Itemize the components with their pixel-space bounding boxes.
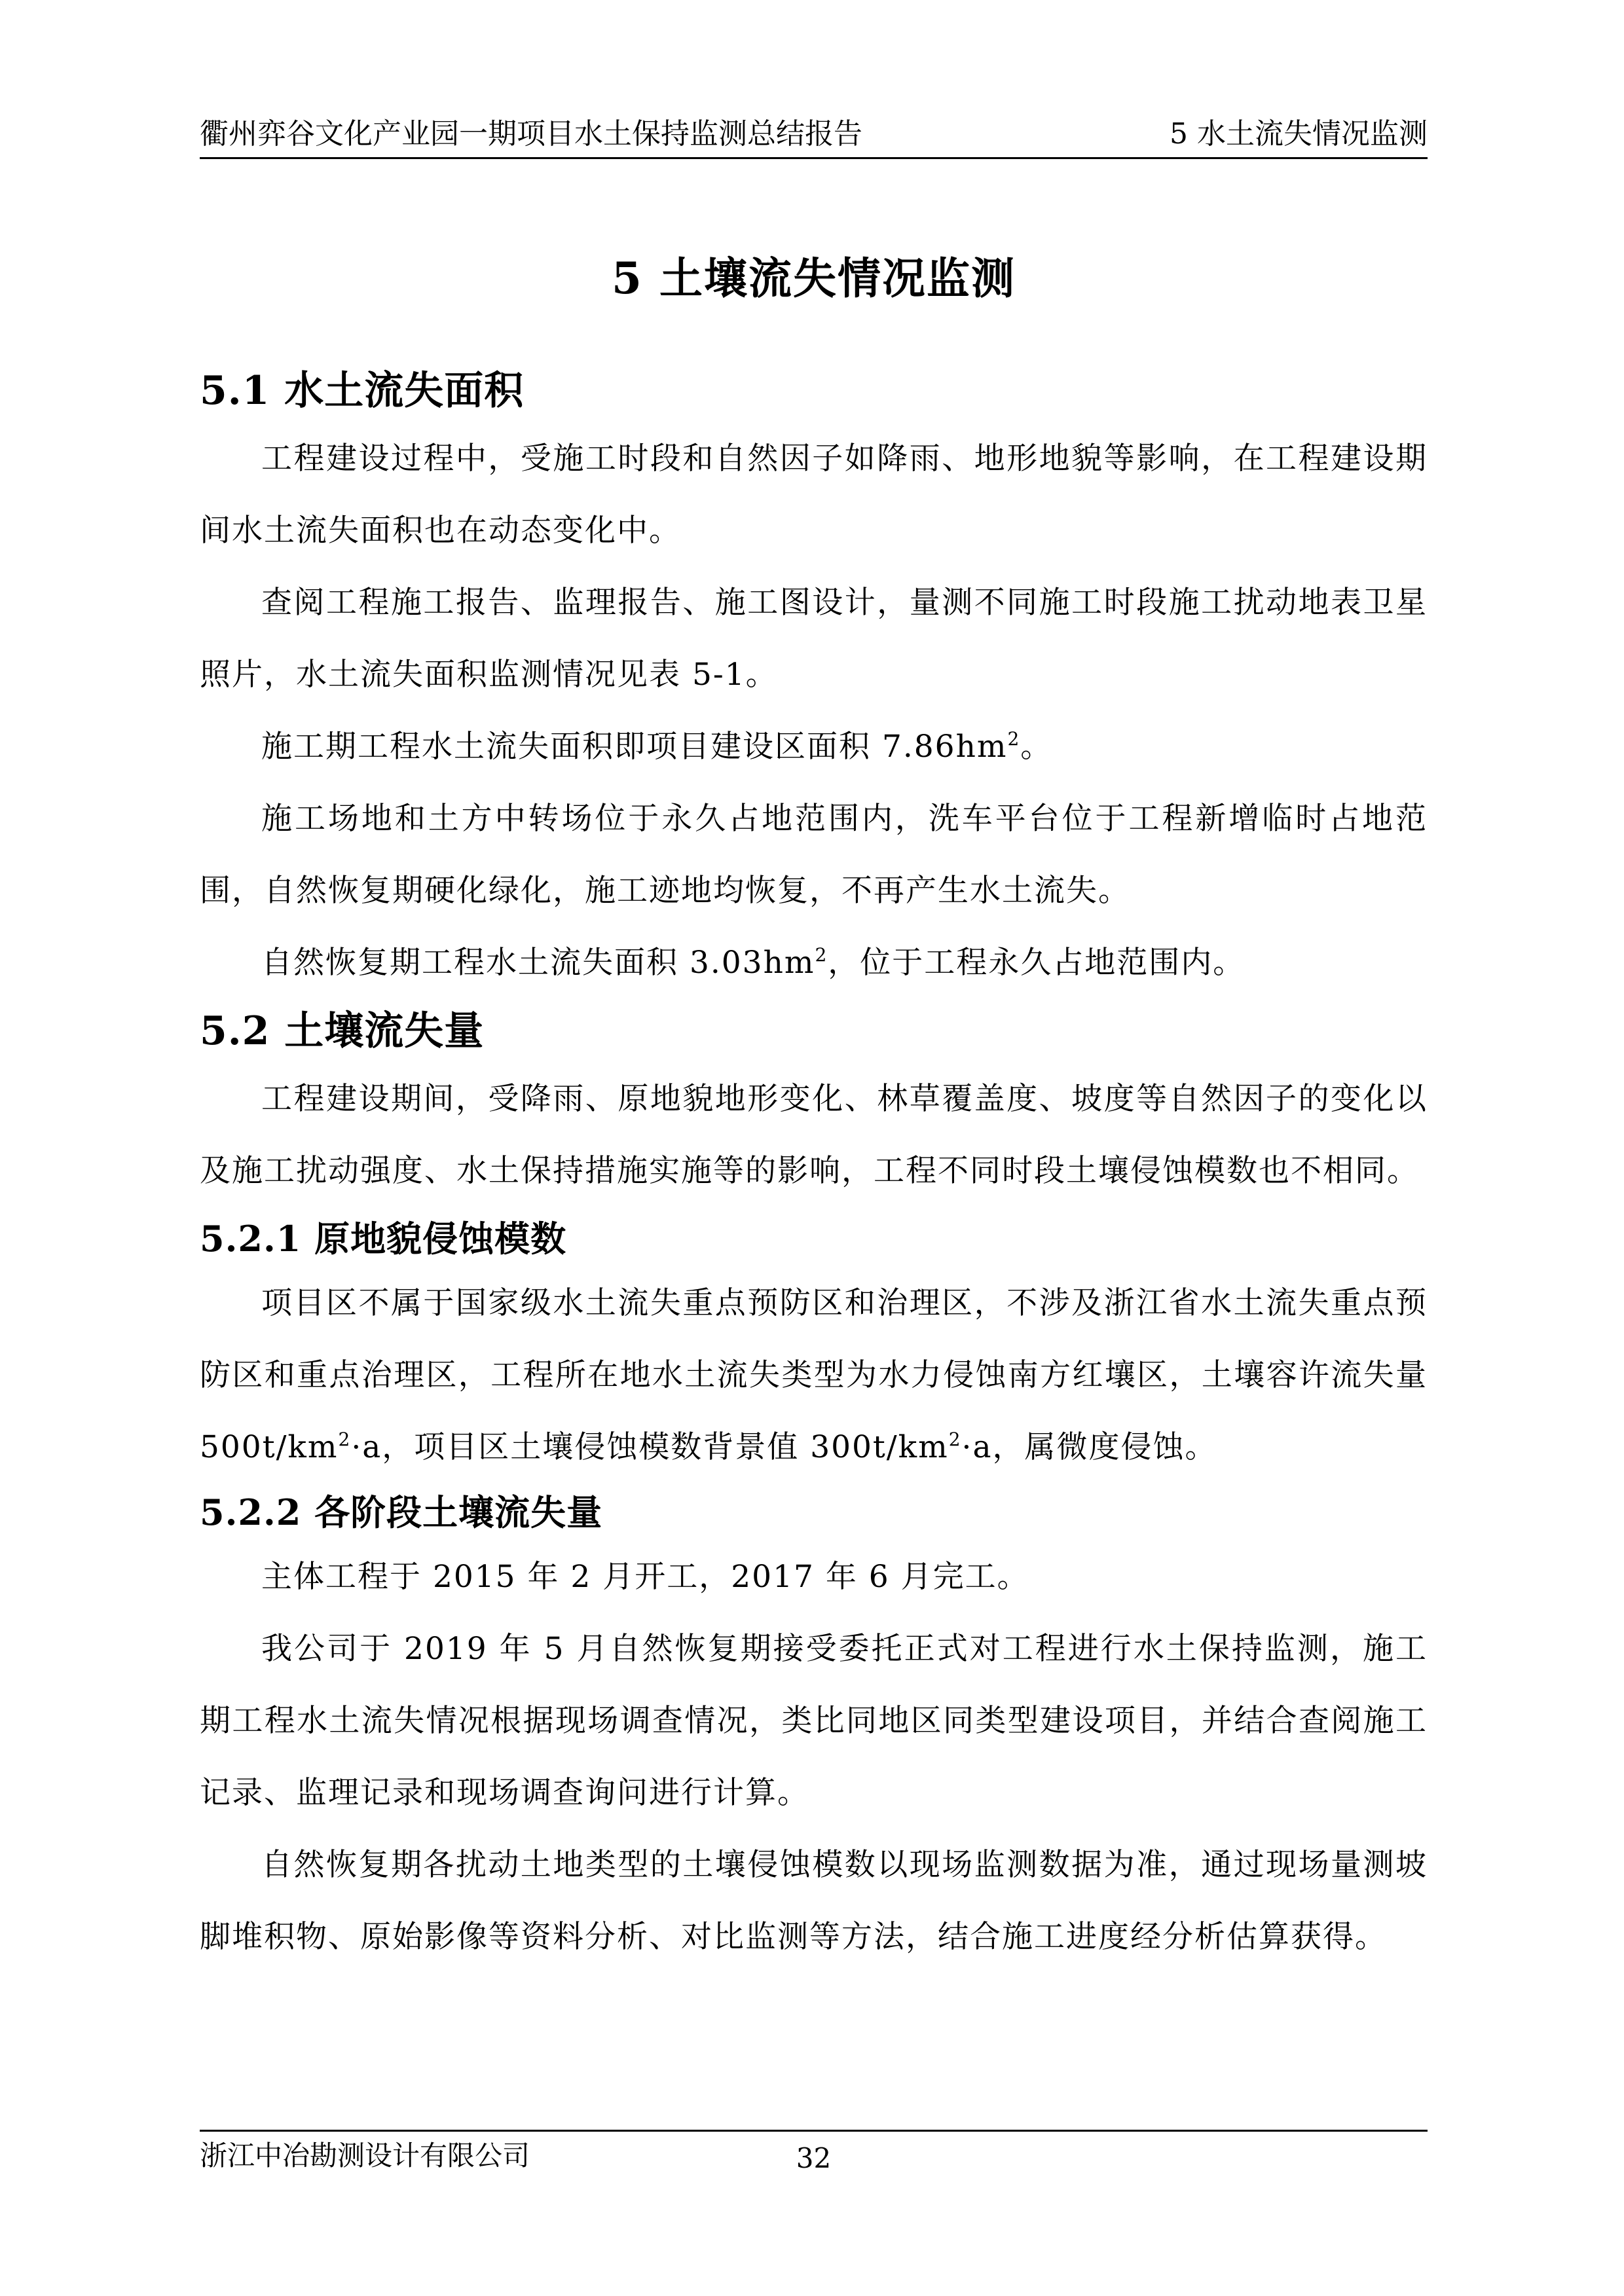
header-rule bbox=[200, 157, 1428, 159]
header-report-title: 衢州弈谷文化产业园一期项目水土保持监测总结报告 bbox=[200, 117, 862, 151]
superscript: 2 bbox=[338, 1429, 352, 1450]
footer-company: 浙江中冶勘测设计有限公司 bbox=[200, 2140, 530, 2172]
chapter-title: 5 土壤流失情况监测 bbox=[612, 253, 1016, 304]
superscript: 2 bbox=[815, 944, 828, 966]
page-number: 32 bbox=[796, 2142, 832, 2174]
section-5-1-paragraph-2: 查阅工程施工报告、监理报告、施工图设计，量测不同施工时段施工扰动地表卫星照片，水土流失面积监测情况见表 5-1。 bbox=[200, 585, 1428, 693]
header-chapter-title: 5 水土流失情况监测 bbox=[1170, 117, 1428, 151]
page-header bbox=[200, 115, 1428, 160]
section-5-1-title: 5.1 水土流失面积 bbox=[200, 368, 525, 414]
text-run: ，位于工程永久占地范围内。 bbox=[828, 945, 1246, 981]
section-5-2-1-title: 5.2.1 原地貌侵蚀模数 bbox=[200, 1218, 567, 1260]
section-5-2-title: 5.2 土壤流失量 bbox=[200, 1008, 485, 1054]
superscript: 2 bbox=[1007, 728, 1021, 750]
section-5-1-paragraph-4: 施工场地和土方中转场位于永久占地范围内，洗车平台位于工程新增临时占地范围，自然恢复期硬化绿化，施工迹地均恢复，不再产生水土流失。 bbox=[200, 801, 1428, 909]
text-run: 自然恢复期工程水土流失面积 3.03hm bbox=[261, 945, 815, 981]
text-run: 施工期工程水土流失面积即项目建设区面积 7.86hm bbox=[261, 729, 1008, 765]
section-5-1-paragraph-1: 工程建设过程中，受施工时段和自然因子如降雨、地形地貌等影响，在工程建设期间水土流失面积也在动态变化中。 bbox=[200, 441, 1428, 549]
section-5-1-paragraph-3 bbox=[200, 711, 1428, 783]
page-footer bbox=[200, 2133, 1428, 2185]
text-run: 项目区不属于国家级水土流失重点预防区和治理区，不涉及浙江省水土流失重点预防区和重点治理区，工程所在地水土流失类型为水力侵蚀南方红壤区，土壤容许流失量 500t/km bbox=[200, 1285, 1428, 1465]
section-5-2-2-title: 5.2.2 各阶段土壤流失量 bbox=[200, 1491, 603, 1533]
section-5-2-2-paragraph-1: 主体工程于 2015 年 2 月开工，2017 年 6 月完工。 bbox=[261, 1559, 1029, 1595]
footer-rule bbox=[200, 2130, 1428, 2132]
section-5-2-1-paragraph-1 bbox=[200, 1267, 1428, 1484]
section-5-2-paragraph-1: 工程建设期间，受降雨、原地貌地形变化、林草覆盖度、坡度等自然因子的变化以及施工扰动强度、水土保持措施实施等的影响，工程不同时段土壤侵蚀模数也不相同。 bbox=[200, 1081, 1428, 1189]
section-5-2-2-paragraph-3: 自然恢复期各扰动土地类型的土壤侵蚀模数以现场监测数据为准，通过现场量测坡脚堆积物、原始影像等资料分析、对比监测等方法，结合施工进度经分析估算获得。 bbox=[200, 1847, 1428, 1955]
text-run: 。 bbox=[1020, 729, 1053, 765]
text-run: ·a，项目区土壤侵蚀模数背景值 300t/km bbox=[351, 1429, 949, 1465]
section-5-2-2-paragraph-2: 我公司于 2019 年 5 月自然恢复期接受委托正式对工程进行水土保持监测，施工期工程水土流失情况根据现场调查情况，类比同地区同类型建设项目，并结合查阅施工记录、监理记录和现场调查询问进行计算。 bbox=[200, 1631, 1428, 1811]
superscript: 2 bbox=[948, 1429, 962, 1450]
page-body bbox=[200, 236, 1428, 1973]
section-5-1-paragraph-5 bbox=[200, 927, 1428, 999]
text-run: ·a，属微度侵蚀。 bbox=[961, 1429, 1217, 1465]
